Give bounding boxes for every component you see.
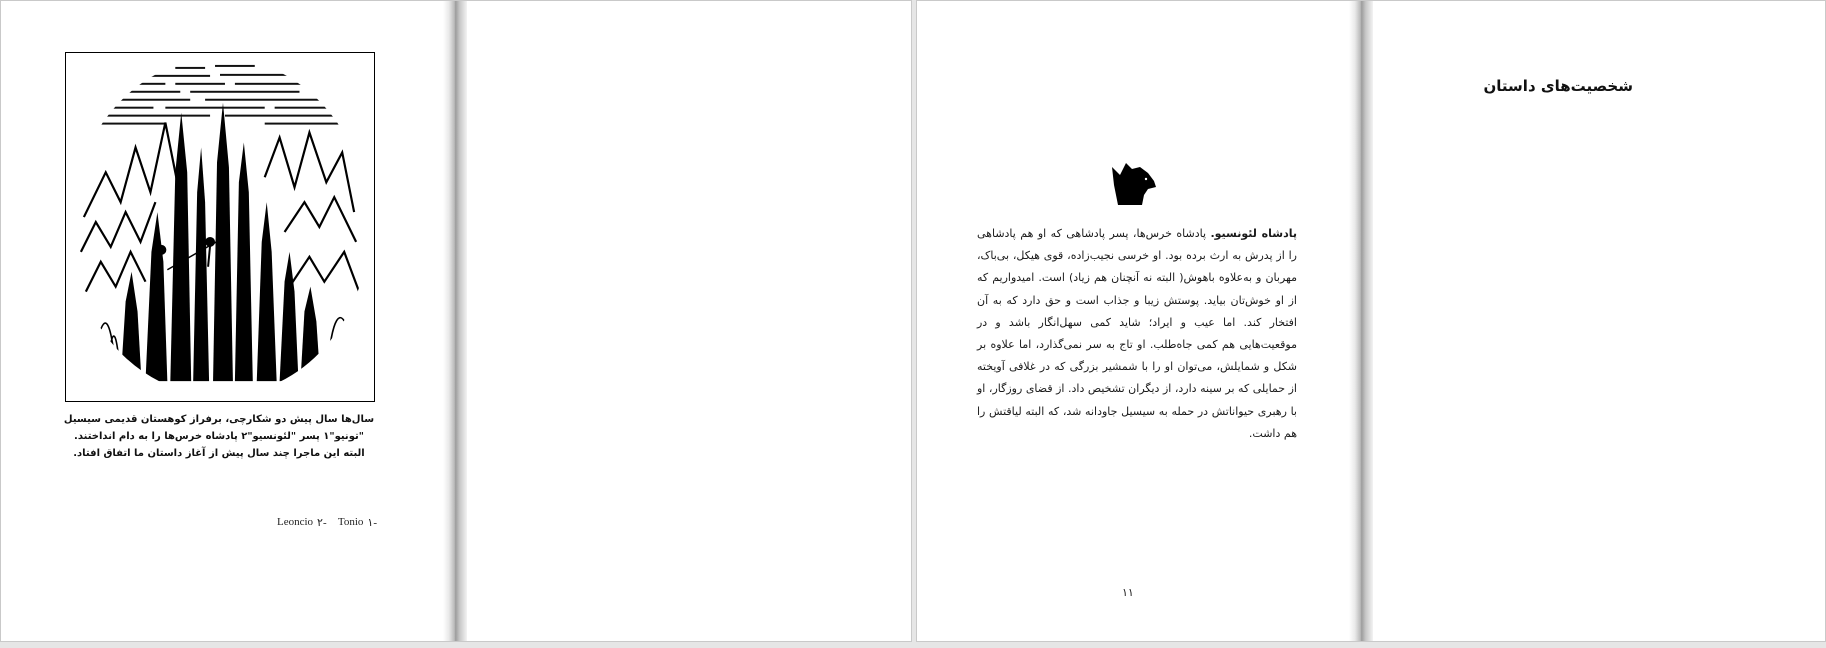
bear-head-icon (1108, 155, 1158, 207)
chapter-title-text: شخصیت‌های داستان (1483, 77, 1633, 95)
illustration-caption: سال‌ها سال پیش دو شکارچی، برفراز کوهستان قدیمی سیسیل "تونیو"۱ پسر "لئونسیو"۲ پادشاه خرس‌ها را به دام انداختند. البته این ماجرا چند سال پیش از آغاز داستان ما اتفاق افتاد. (63, 414, 375, 459)
chapter-title (917, 77, 1633, 95)
page-number: ۱۱ (1122, 586, 1134, 599)
footnotes (277, 516, 377, 529)
character-name: پادشاه لئونسیو. (1210, 227, 1297, 240)
left-page-spread (0, 0, 912, 642)
right-page-spread (916, 0, 1826, 642)
footnote-number: ۲- (317, 517, 327, 529)
book-gutter (443, 1, 467, 641)
book-gutter (1349, 1, 1373, 641)
character-description (977, 223, 1297, 445)
character-description-text: پادشاه خرس‌ها، پسر پادشاهی که او هم پادشاهی را از پدرش به ارث برده بود. او خرسی نجیب‌زاده، قوی هیکل، بی‌باک، مهربان و به‌علاوه باهوش( البته نه آنچنان هم زیاد) است. امیدواریم که از او خوش‌تان بیاید. پوستش زیبا و جذاب است و حق دارد که به آن افتخار کند. اما عیب و ایراد؛ شاید کمی سهل‌انگار باشد و در موقعیت‌هایی هم کمی جاه‌طلب. او تاج به سر نمی‌گذارد، اما علاوه بر شکل و شمایلش، می‌توان او را با شمشیر بزرگی که در غلافی آویخته از حمایلی که بر سینه دارد، از دیگران تشخیص داد. از قضای روزگار، او با رهبری حیواناتش در حمله به سیسیل جاودانه شد، که البته لیاقتش را هم داشت. (977, 227, 1297, 440)
footnote-number: ۱- (367, 517, 377, 529)
footnote-text: Tonio (337, 516, 364, 528)
footnote-text: Leoncio (277, 516, 314, 528)
footnote-tonio (338, 516, 377, 529)
mountain-hunters-illustration (65, 52, 375, 402)
footnote-leoncio (277, 516, 327, 529)
